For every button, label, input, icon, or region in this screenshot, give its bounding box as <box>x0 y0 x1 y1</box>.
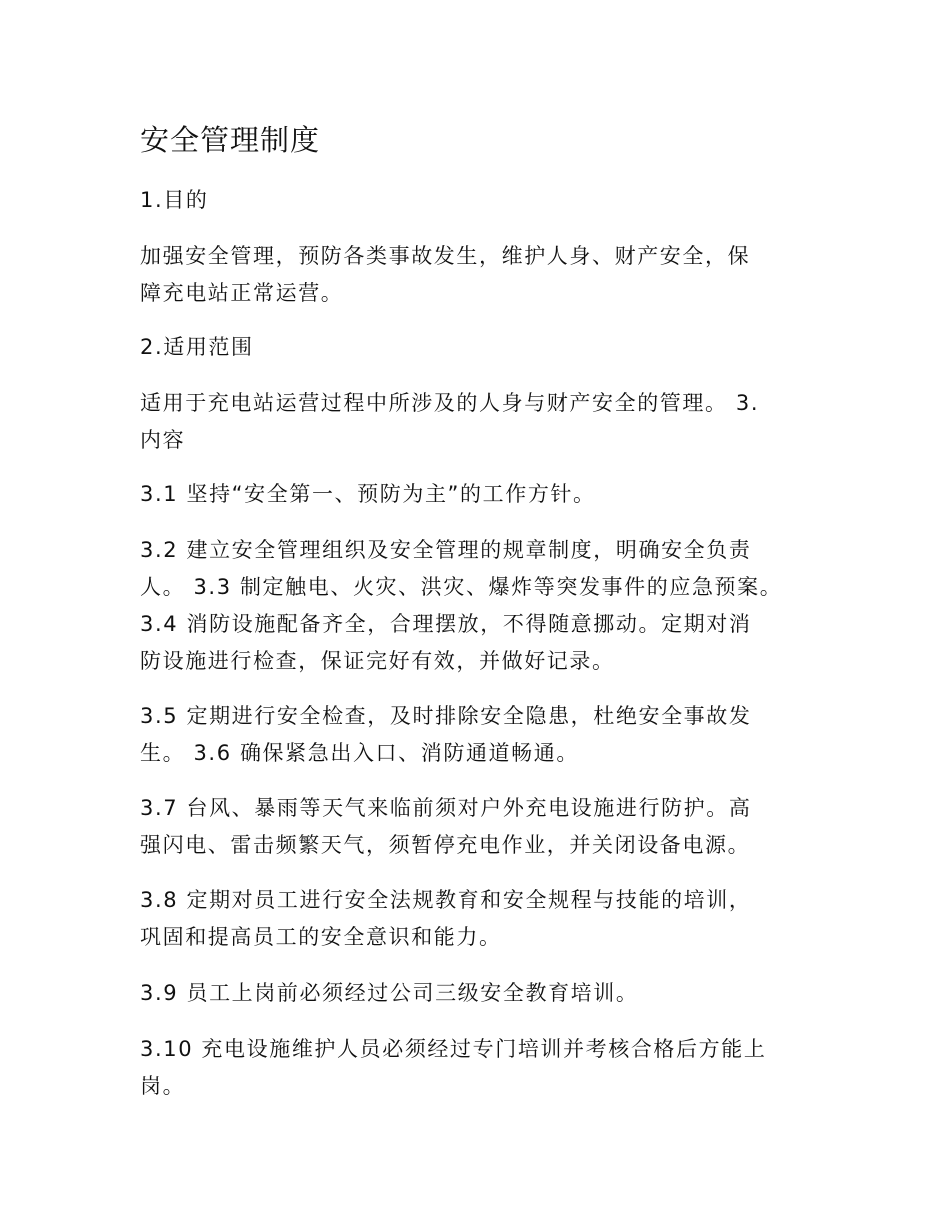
text-line: 内容 <box>140 428 186 452</box>
text-line: 3.4 消防设施配备齐全，合理摆放，不得随意挪动。定期对消 <box>140 612 752 636</box>
text-line: 3.9 员工上岗前必须经过公司三级安全教育培训。 <box>140 981 639 1005</box>
text-line: 2.适用范围 <box>140 335 254 359</box>
text-line: 3.7 台风、暴雨等天气来临前须对户外充电设施进行防护。高 <box>140 796 752 820</box>
paragraph-3-8 <box>140 882 820 956</box>
paragraph-3-5-to-3-6 <box>140 698 820 772</box>
text-line: 1.目的 <box>140 188 209 212</box>
text-line: 3.1 坚持“安全第一、预防为主”的工作方针。 <box>140 482 596 506</box>
paragraph-3-7 <box>140 790 820 864</box>
document-title: 安全管理制度 <box>140 123 321 157</box>
text-line: 人。 3.3 制定触电、火灾、洪灾、爆炸等突发事件的应急预案。 <box>140 575 783 599</box>
paragraph-3-9 <box>140 975 820 1012</box>
text-line: 加强安全管理，预防各类事故发生，维护人身、财产安全，保 <box>140 244 751 268</box>
paragraph-3-1 <box>140 476 820 513</box>
text-line: 防设施进行检查，保证完好有效，并做好记录。 <box>140 649 615 673</box>
text-line: 生。 3.6 确保紧急出入口、消防通道畅通。 <box>140 741 579 765</box>
section-heading-scope <box>140 329 820 366</box>
text-line: 3.8 定期对员工进行安全法规教育和安全规程与技能的培训， <box>140 888 752 912</box>
paragraph-purpose-body <box>140 238 820 312</box>
text-line: 障充电站正常运营。 <box>140 281 344 305</box>
section-heading-purpose <box>140 182 820 219</box>
text-line: 3.10 充电设施维护人员必须经过专门培训并考核合格后方能上 <box>140 1037 767 1061</box>
text-line: 3.5 定期进行安全检查，及时排除安全隐患，杜绝安全事故发 <box>140 704 752 728</box>
paragraph-scope-body <box>140 385 820 459</box>
text-line: 3.2 建立安全管理组织及安全管理的规章制度，明确安全负责 <box>140 538 752 562</box>
paragraph-3-2-to-3-4 <box>140 532 820 680</box>
text-line: 强闪电、雷击频繁天气，须暂停充电作业，并关闭设备电源。 <box>140 833 751 857</box>
text-line: 巩固和提高员工的安全意识和能力。 <box>140 925 502 949</box>
text-line: 岗。 <box>140 1074 186 1098</box>
text-line: 适用于充电站运营过程中所涉及的人身与财产安全的管理。 3. <box>140 391 760 415</box>
paragraph-3-10 <box>140 1031 820 1105</box>
